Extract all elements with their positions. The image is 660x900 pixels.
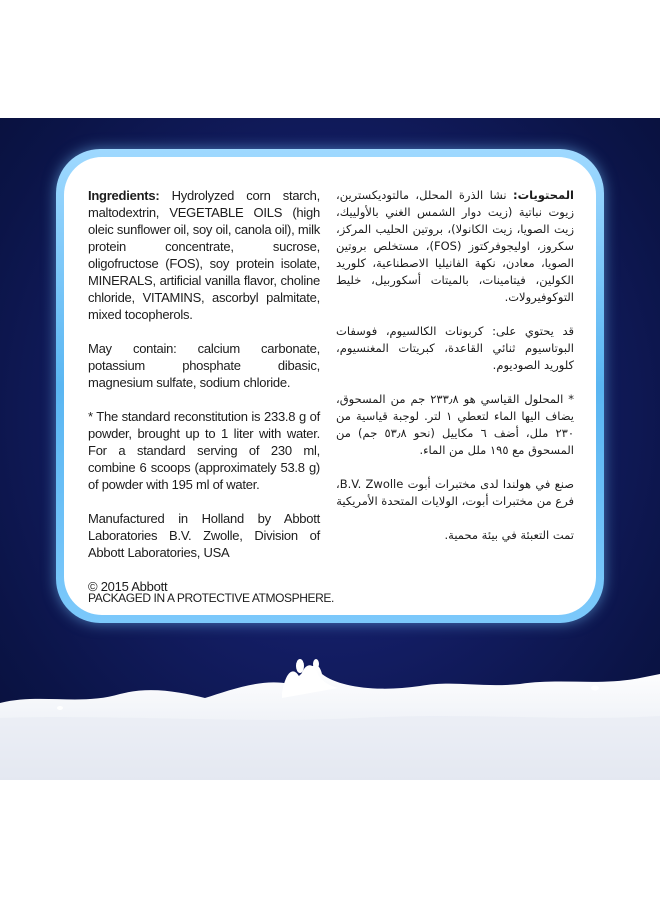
english-manufacturer: Manufactured in Holland by Abbott Laboratories B.V. Zwolle, Division of Abbott Laboratories, USA — [88, 511, 320, 560]
arabic-reconstitution: * المحلول القياسي هو ٢٣٣٫٨ جم من المسحوق، يضاف اليها الماء لتعطي ١ لتر. لوجبة قياسية من ٢٣٠ ملل، أضف ٦ مكاييل (نحو ٥٣٫٨ جم) من المسحوق مع ١٩٥ ملل من الماء. — [336, 392, 574, 457]
ingredients-panel — [64, 157, 596, 615]
arabic-manufacturer: صنع في هولندا لدى مختبرات أبوت B.V. Zwolle، فرع من مختبرات أبوت، الولايات المتحدة الأمريكية — [336, 477, 574, 508]
english-reconstitution: * The standard reconstitution is 233.8 g of powder, brought up to 1 liter with water. For a standard serving of 230 ml, combine 6 scoops (approximately 53.8 g) of powder with 195 ml of water. — [88, 409, 320, 492]
english-ingredients — [88, 187, 320, 323]
arabic-ingredients-text: نشا الذرة المحلل، مالتوديكسترين، زيوت نباتية (زيت دوار الشمس الغني بالأولييك، زيت الصويا، زيت الكانولا)، بروتين الحليب المركز، سكروز، اوليجوفركتوز (FOS)، مستخلص بروتين الصويا، معادن، نكهة الفانيليا الاصطناعية، كلوريد الكولين، فيتامينات، بالميتات أسكوربيل، خليط التوكوفيرولات. — [336, 188, 574, 304]
english-column — [88, 187, 320, 612]
arabic-column — [336, 187, 574, 561]
english-copyright: © 2015 Abbott — [88, 579, 168, 594]
arabic-ingredients-label: المحتويات: — [513, 188, 574, 202]
arabic-ingredients — [336, 187, 574, 306]
english-ingredients-label: Ingredients: — [88, 188, 160, 203]
arabic-may-contain: قد يحتوي على: كربونات الكالسيوم، فوسفات البوتاسيوم ثنائي القاعدة، كبريتات المغنسيوم، كلوريد الصوديوم. — [336, 324, 574, 372]
english-may-contain: May contain: calcium carbonate, potassium phosphate dibasic, magnesium sulfate, sodium chloride. — [88, 341, 320, 390]
english-ingredients-text: Hydrolyzed corn starch, maltodextrin, VEGETABLE OILS (high oleic sunflower oil, soy oil, canola oil), milk protein concentrate, sucrose, oligofructose (FOS), soy protein isolate, MINERALS, artificial vanilla flavor, choline chloride, VITAMINS, ascorbyl palmitate, mixed tocopherols. — [88, 188, 320, 322]
package-label-background — [0, 118, 660, 780]
english-packaged: PACKAGED IN A PROTECTIVE ATMOSPHERE. — [88, 591, 334, 605]
arabic-packaged: تمت التعبئة في بيئة محمية. — [444, 528, 574, 542]
